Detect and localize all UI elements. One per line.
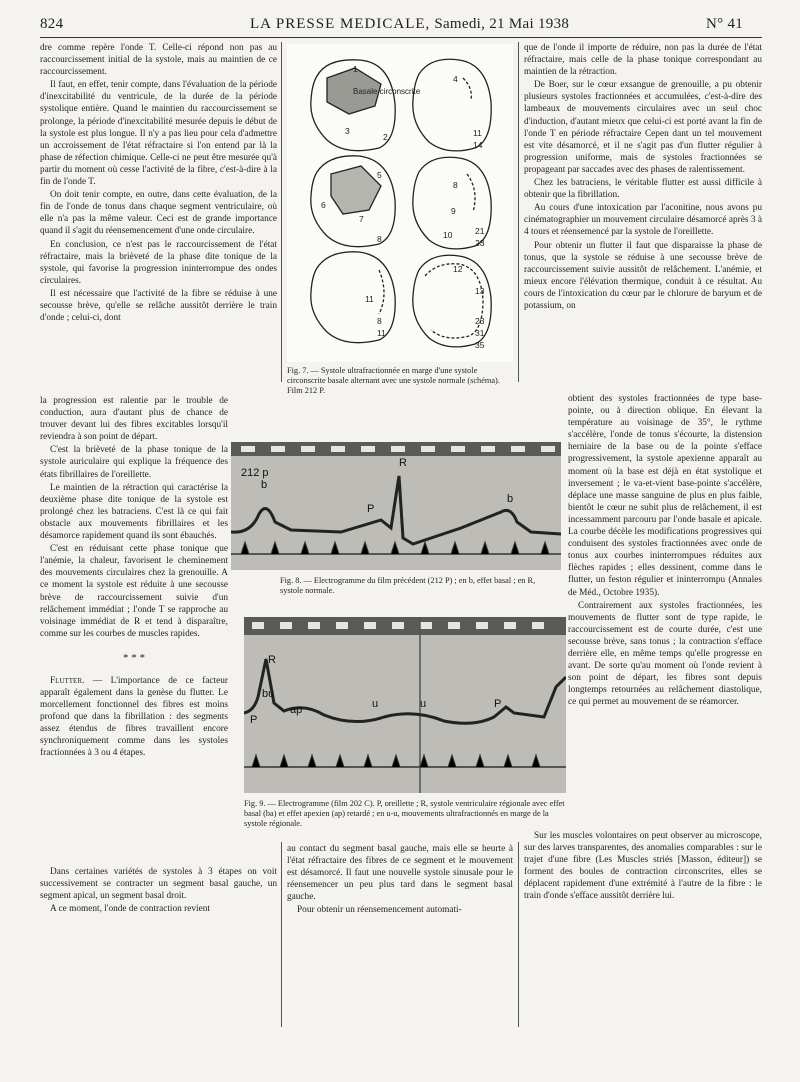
figure-7-caption: Fig. 7. — Systole ultrafractionnée en marge d'une systole circonscrite basale alternant avec une systole normale (schéma). Film 212 P. <box>287 366 500 395</box>
paragraph: Sur les muscles volontaires on peut observer au microscope, sur des larves transparentes, des anomalies comparables : sur le trajet d'une fibre (Les Muscles striés [Masson, éditeur]) se forment des boules de contraction circonscrites, elles se déplacent rapidement d'une extrémité à l'autre de la fibre : le train d'onde s'efface aussitôt derrière lui. <box>524 831 762 902</box>
column-divider <box>281 842 282 1027</box>
header-rule <box>40 37 762 38</box>
column-divider <box>281 42 282 382</box>
figure-9-labels <box>244 617 566 793</box>
panel-number: 1 <box>353 64 358 74</box>
panel-number: 8 <box>377 316 382 326</box>
wave-label: bu <box>262 688 275 700</box>
panel-number: 13 <box>475 286 485 296</box>
panel-number: 8 <box>377 234 382 244</box>
paragraph: Le maintien de la rétraction qui caractérise la deuxième phase dite tonique de la systole est prolongé chez les batraciens. C'est là ce qui fait obstacle aux mouvements fibrillaires et les désamorce rapidement quand ils sont ébauchés. <box>40 482 228 542</box>
wave-label: R <box>399 457 407 469</box>
paragraph: dre comme repère l'onde T. Celle-ci répond non pas au raccourcissement initial de la systole, mais au maintien de ce raccourcissement. <box>40 43 277 78</box>
wave-label: b <box>261 479 268 491</box>
panel-number: 11 <box>473 128 482 138</box>
film-label: 212 p <box>241 467 269 479</box>
paragraph: que de l'onde il importe de réduire, non pas la durée de l'état réfractaire, mais celle de la phase tonique correspondant au maintien de la rétraction. <box>524 43 762 78</box>
paragraph: Au cours d'une intoxication par l'aconitine, nous avons pu cinématographier un mouvement circulaire désamorcé après 3 à 4 tours et réensemencé par la systole de l'oreillette. <box>524 203 762 238</box>
wave-label: u <box>372 698 379 710</box>
panel-number: 8 <box>453 180 458 190</box>
paragraph: — L'importance de ce facteur apparaît également dans la genèse du flutter. Le morcellement fonctionnel des fibres est moins profond que dans la fibrillation : des segments assez étendus de fibres travaillent encore synchroniquement comme dans les systoles fractionnées à 3 ou 4 étapes. <box>40 675 228 759</box>
paragraph: au contact du segment basal gauche, mais elle se heurte à l'état réfractaire des fibres de ce segment et le mouvement est désamorcé. Il faut une nouvelle systole sinusale pour le réensemencer un peu plus tard dans le segment basal gauche. <box>287 844 513 903</box>
figure-9-caption: Fig. 9. — Electrogramme (film 202 C). P, oreillette ; R, systole ventriculaire régionale avec effet basal (ba) et effet apexien (ap) retardé ; en u-u, mouvements ultrafractionnés en marge de la systole régionale. <box>244 799 565 828</box>
paragraph: On doit tenir compte, en outre, dans cette évaluation, de la fin de l'onde de tonus dans chaque segment ventriculaire, où elle n'a pas la même valeur. Ceci est de grande importance quand il s'agit du réensemencement d'une onde circulaire. <box>40 190 277 237</box>
panel-number: 2 <box>383 132 388 142</box>
column-1-lower <box>40 395 228 760</box>
panel-number: 10 <box>443 230 453 240</box>
journal-title: LA PRESSE MEDICALE, <box>250 16 431 32</box>
panel-number: 4 <box>453 74 458 84</box>
paragraph: De Boer, sur le cœur exsangue de grenouille, a pu obtenir plusieurs systoles fractionnées et accumulées, c'est-à-dire des lambeaux de mouvements circulaires avec un seul choc d'induction, d'autant mieux que celui-ci est porté avant la fin de l'onde T en période réfractaire Cepen dant un tel mouvement est vite désamorcé, et il ne s'agit pas d'un flutter régulier à progression uniforme, mais de systoles fractionnées se propageant par saccades avec des phases de ralentissement. <box>524 80 762 175</box>
panel-number: 11 <box>377 328 386 338</box>
column-2-bottom <box>287 843 513 917</box>
wave-label: R <box>268 654 276 666</box>
figure-8-labels <box>231 442 561 570</box>
paragraph: Il est nécessaire que l'activité de la fibre se réduise à une secousse brève, qu'elle se relâche aussitôt derrière le train d'onde ; celui-ci, dont <box>40 288 277 324</box>
panel-number: 11 <box>365 294 374 304</box>
paragraph: obtient des systoles fractionnées de type base-pointe, ou à direction oblique. En élevant la température au voisinage de 35°, le rythme s'accélère, l'onde de tonus s'écourte, la distension herniaire de la base ou de la pointe s'efface progressivement, la systole apexienne apparaît au moment où la base est déjà en état systolique et inversement ; le va-et-vient base-pointe s'accélère, déplace une masse sanguine de plus en plus faible, bientôt le cœur ne subit plus de relâchement, il est incessamment parcouru par l'onde basale et apicale. La courbe décèle les modifications progressives qui conduisent des systoles fractionnées avec onde de tonus aux courbes ininterrompues réduites aux flèches rapides ; elles dessinent, comme dans le flutter, un feston régulier et ininterrompu (Annales de Méd., Octobre 1935). <box>568 394 762 598</box>
section-heading: Flutter. <box>50 675 85 686</box>
paragraph: Pour obtenir un flutter il faut que disparaisse la phase de tonus, que la systole se réduise à une secousse brève de raccourcissement suivie aussitôt de relâchement. L'anémie, et mieux encore l'élévation thermique, conduit à ce résultat. Au cours de l'intoxication du cœur par le chlorure de baryum et de potassium, on <box>524 240 762 311</box>
panel-number: 35 <box>475 340 485 350</box>
paragraph: C'est en réduisant cette phase tonique que l'anémie, la chaleur, favorisent le cheminement des mouvements circulaires chez la grenouille. A ce moment la systole est réduite à une secousse brève de raccourcissement suivie d'un relâchement immédiat ; l'onde T se rapproche au voisinage immédiat de R et tend à disparaître, comme sur les courbes de muscles rapides. <box>40 544 228 639</box>
paragraph: Dans certaines variétés de systoles à 3 étapes on voit successivement se contracter un segment basal gauche, un segment apical, un segment basal droit. <box>40 867 277 902</box>
figure-7 <box>287 44 513 362</box>
page-number: 824 <box>40 16 64 32</box>
wave-label: ap <box>290 704 303 716</box>
issue-number: N° 41 <box>706 16 744 32</box>
column-divider <box>518 842 519 1027</box>
paragraph: la progression est ralentie par le trouble de conduction, aura d'autant plus de chance de trouver devant lui des fibres excitables lorsqu'il reviendra à son point de départ. <box>40 396 228 443</box>
zone-label: Basale circonscrite <box>353 87 421 96</box>
panel-number: 3 <box>345 126 350 136</box>
panel-number: 7 <box>359 214 364 224</box>
figure-9-electrogram <box>244 617 566 793</box>
panel-number: 23 <box>475 238 485 248</box>
column-3-bottom <box>524 830 762 903</box>
paragraph: Chez les batraciens, le véritable flutter est aussi difficile à obtenir que la fibrillation. <box>524 178 762 201</box>
panel-number: 9 <box>451 206 456 216</box>
wave-label: b <box>507 493 514 505</box>
wave-label: u <box>420 698 427 710</box>
wave-label: P <box>250 714 258 726</box>
running-head <box>250 16 569 33</box>
panel-number: 23 <box>475 316 485 326</box>
column-1-bottom <box>40 866 277 915</box>
wave-label: P <box>367 503 375 515</box>
panel-number: 21 <box>475 226 485 236</box>
panel-number: 6 <box>321 200 326 210</box>
paragraph: Pour obtenir un réensemencement automati- <box>297 905 462 916</box>
paragraph: Contrairement aux systoles fractionnées, les mouvements de flutter sont de type rapide, le raccourcissement est de courte durée, c'est une secousse brève, sans tonus ; la contraction s'efface derrière elle, en même temps qu'elle progresse en avant. De sorte qu'au moment où l'onde revient à son point de départ, les fibres sont depuis longtemps retournées au relâchement diastolique, ce qui permet au mouvement de se réamorcer. <box>568 600 762 708</box>
panel-number: 31 <box>475 328 485 338</box>
panel-number: 14 <box>473 140 483 150</box>
column-3-lower <box>568 393 762 708</box>
column-1-upper <box>40 42 277 324</box>
paragraph: Il faut, en effet, tenir compte, dans l'évaluation de la période d'inexcitabilité du ventricule, de la durée de la période systolique entière. Quand le maintien du raccourcissement se prolonge, la période d'inexcitabilité mesurée depuis le début de la systole est plus longue. Il n'y a pas lieu pour cela d'admettre un accroissement de l'état réfractaire si l'on entend par là la phase de réfection chimique. Celle-ci ne peut être mesurée qu'à partir du moment où cesse l'activité de la fibre, c'est-à-dire à la fin de l'onde T. <box>40 80 277 188</box>
wave-label: P <box>494 698 502 710</box>
column-divider <box>518 42 519 382</box>
figure-7-labels <box>287 44 513 362</box>
paragraph: C'est la brièveté de la phase tonique de la systole auriculaire qui explique la fréquence des états fibrillaires de l'oreillette. <box>40 445 228 480</box>
column-3-upper <box>524 42 762 312</box>
figure-8-electrogram <box>231 442 561 570</box>
figure-8-caption: Fig. 8. — Electrogramme du film précédent (212 P) ; en b, effet basal ; en R, systole normale. <box>280 576 536 595</box>
paragraph: A ce moment, l'onde de contraction revient <box>50 904 210 915</box>
paragraph: En conclusion, ce n'est pas le raccourcissement de l'état réfractaire, mais la brièveté de la phase dite tonique de la systole, qui favorise la progression ininterrompue des ondes circulaires. <box>40 239 277 286</box>
section-asterisks: * * * <box>123 651 145 664</box>
panel-number: 12 <box>453 264 463 274</box>
issue-date: Samedi, 21 Mai 1938 <box>434 16 570 32</box>
panel-number: 5 <box>377 170 382 180</box>
